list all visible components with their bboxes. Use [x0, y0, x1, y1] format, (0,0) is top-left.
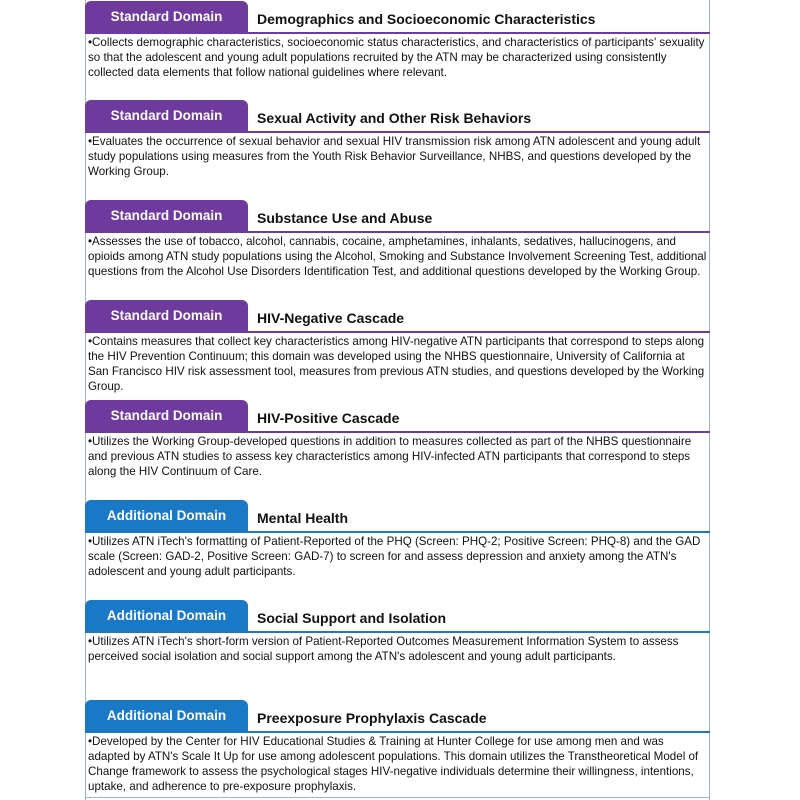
domain-header-rule	[85, 231, 710, 233]
domain-header-rule	[85, 131, 710, 133]
domain-header-rule	[85, 32, 710, 34]
additional-domain-tab: Additional Domain	[85, 500, 248, 531]
domain-title: Demographics and Socioeconomic Characteristics	[257, 11, 596, 27]
domain-description: •Assesses the use of tobacco, alcohol, cannabis, cocaine, amphetamines, inhalants, sedatives, hallucinogens, and opioids among ATN study populations using the Alcohol, Smoking and Substance Involvement Screening Test, additional questions from the Alcohol Use Disorders Identification Test, and additional questions developed by the Working Group.	[88, 235, 707, 278]
standard-domain-tab: Standard Domain	[85, 300, 248, 331]
standard-domain-tab: Standard Domain	[85, 200, 248, 231]
domain-title: Preexposure Prophylaxis Cascade	[257, 710, 487, 726]
domain-description: •Collects demographic characteristics, socioeconomic status characteristics, and characteristics of participants' sexuality so that the adolescent and young adult populations recruited by the ATN may be characterized using consistently collected data elements that follow national guidelines where relevant.	[88, 36, 705, 79]
domain-title: Mental Health	[257, 510, 349, 526]
domain-title: Substance Use and Abuse	[257, 210, 433, 226]
bottom-border-line	[85, 797, 710, 798]
standard-domain-tab: Standard Domain	[85, 1, 248, 32]
additional-domain-tab: Additional Domain	[85, 700, 248, 731]
domain-header-rule	[85, 431, 710, 433]
domain-header-rule	[85, 731, 710, 733]
standard-domain-tab: Standard Domain	[85, 100, 248, 131]
standard-domain-tab: Standard Domain	[85, 400, 248, 431]
additional-domain-tab: Additional Domain	[85, 600, 248, 631]
domain-description: •Utilizes ATN iTech's formatting of Patient-Reported of the PHQ (Screen: PHQ-2; Positive Screen: PHQ-8) and the GAD scale (Screen: GAD-2, Positive Screen: GAD-7) to screen for and assess depression and anxiety among the ATN's adolescent and young adult participants.	[88, 535, 701, 578]
domain-description: •Developed by the Center for HIV Educational Studies & Training at Hunter College for use among men and was adapted by ATN's Scale It Up for use among adolescent populations. This domain utilizes the Transtheoretical Model of Change framework to assess the psychological stages HIV-negative individuals determine their willingness, intentions, uptake, and adherence to pre-exposure prophylaxis.	[88, 735, 699, 793]
domain-title: HIV-Negative Cascade	[257, 310, 405, 326]
domain-description: •Utilizes the Working Group-developed questions in addition to measures collected as part of the NHBS questionnaire and previous ATN studies to assess key characteristics among HIV-infected ATN participants that correspond to steps along the HIV Continuum of Care.	[88, 435, 692, 478]
domain-title: Sexual Activity and Other Risk Behaviors	[257, 110, 532, 126]
domain-description: •Utilizes ATN iTech's short-form version of Patient-Reported Outcomes Measurement Information System to assess perceived social isolation and social support among the ATN's adolescent and young adult participants.	[88, 635, 679, 663]
domain-title: Social Support and Isolation	[257, 610, 447, 626]
domain-header-rule	[85, 631, 710, 633]
domain-description: •Evaluates the occurrence of sexual behavior and sexual HIV transmission risk among ATN adolescent and young adult study populations using measures from the Youth Risk Behavior Surveillance, NHBS, and questions developed by the Working Group.	[88, 135, 701, 178]
domain-title: HIV-Positive Cascade	[257, 410, 400, 426]
domain-description: •Contains measures that collect key characteristics among HIV-negative ATN participants that correspond to steps along the HIV Prevention Continuum; this domain was developed using the NHBS questionnaire, University of California at San Francisco HIV risk assessment tool, measures from previous ATN studies, and questions developed by the Working Group.	[88, 335, 705, 393]
domain-header-rule	[85, 531, 710, 533]
domain-header-rule	[85, 331, 710, 333]
